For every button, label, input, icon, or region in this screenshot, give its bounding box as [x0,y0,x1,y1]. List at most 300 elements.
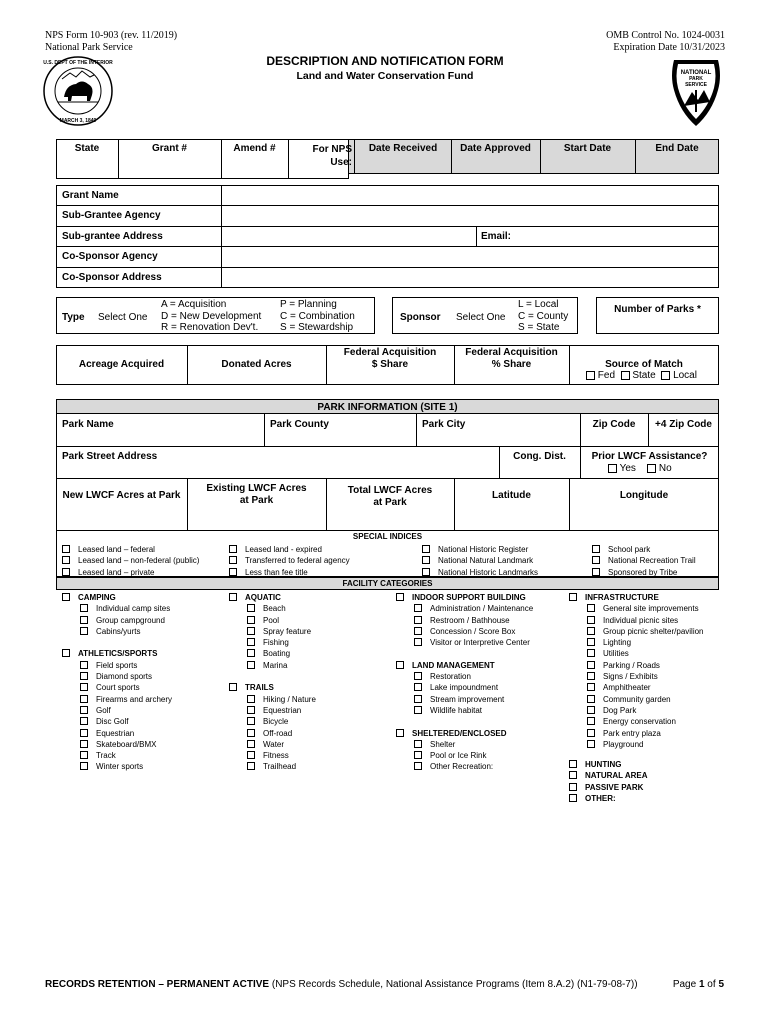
park-county-label: Park County [270,419,329,430]
checkbox[interactable] [229,545,237,553]
checkbox-label: SHELTERED/ENCLOSED [412,728,507,738]
hunting-category [569,759,648,770]
checkbox-label: Visitor or Interpretive Center [430,638,530,648]
state-checkbox[interactable] [621,371,630,380]
checkbox-label: Fitness [263,751,289,761]
source-of-match-label: Source of Match [605,359,683,370]
checkbox-label: Parking / Roads [603,660,660,670]
spacer [229,671,316,682]
infrastructure-item [569,682,704,693]
checkbox-label: Equestrian [263,705,302,715]
subgrantee-agency-label: Sub-Grantee Agency [62,210,161,221]
checkbox-label: Diamond sports [96,672,153,682]
checkbox[interactable] [422,556,430,564]
checkbox[interactable] [587,717,595,725]
indoor-category [396,592,533,603]
checkbox-label: Firearms and archery [96,694,173,704]
checkbox-label: INFRASTRUCTURE [585,593,659,602]
checkbox-label: Amphitheater [603,683,651,693]
acreage-acquired-label: Acreage Acquired [78,359,165,370]
checkbox[interactable] [422,568,430,576]
checkbox-label: Equestrian [96,728,135,738]
new-lwcf-acres-label: New LWCF Acres at Park [62,490,181,501]
infrastructure-item [569,660,704,671]
facility-col4 [569,592,704,750]
svg-text:U.S. DEPT OF THE INTERIOR: U.S. DEPT OF THE INTERIOR [43,60,113,66]
checkbox-label: AQUATIC [245,593,281,602]
trails-category [229,682,316,693]
zip4-label: +4 Zip Code [655,419,712,430]
checkbox[interactable] [414,616,422,624]
page-subtitle: Land and Water Conservation Fund [296,70,474,82]
source-of-match-options: Fed State Local [586,370,697,381]
checkbox-label: Less than fee title [245,567,308,577]
infrastructure-item [569,648,704,659]
form-number-block [45,30,177,54]
checkbox[interactable] [247,604,255,612]
checkbox[interactable] [414,706,422,714]
special-index-item [592,544,696,555]
checkbox-label: Signs / Exhibits [603,672,658,682]
checkbox-label: Cabins/yurts [96,626,141,636]
nps-arrowhead-logo-icon [666,56,726,128]
checkbox-label: Disc Golf [96,717,129,727]
camping-item [62,626,172,637]
checkbox-label: TRAILS [245,683,274,693]
athletics-item [62,739,172,750]
sponsor-select[interactable]: Select One [456,312,506,323]
checkbox[interactable] [247,695,255,703]
passive-park-category [569,782,648,793]
athletics-item [62,694,172,705]
land-item [396,705,533,716]
sheltered-item [396,739,533,750]
checkbox[interactable] [247,649,255,657]
prior-lwcf-label: Prior LWCF Assistance? [591,451,708,462]
checkbox-label: NATURAL AREA [585,771,648,781]
spacer [62,637,172,648]
infrastructure-item [569,705,704,716]
checkbox[interactable] [80,762,88,770]
checkbox[interactable] [62,556,70,564]
checkbox-label: Leased land – private [78,567,155,577]
checkbox-label: Concession / Score Box [430,626,516,636]
email-label: Email: [481,231,512,242]
checkbox-label: Community garden [603,694,671,704]
latitude-label: Latitude [492,490,531,501]
infrastructure-item [569,716,704,727]
athletics-item [62,750,172,761]
checkbox[interactable] [422,545,430,553]
checkbox[interactable] [62,568,70,576]
checkbox-label: Individual picnic sites [603,615,679,625]
checkbox-label: Bicycle [263,717,289,727]
checkbox[interactable] [80,740,88,748]
facility-categories-header: FACILITY CATEGORIES [342,579,433,588]
checkbox[interactable] [587,683,595,691]
checkbox-label: Group campground [96,615,165,625]
form-number: NPS Form 10-903 (rev. 11/2019) [45,30,178,41]
for-nps-use-label: For NPS Use: [312,144,352,168]
checkbox-label: Leased land - expired [245,545,322,554]
infrastructure-item [569,694,704,705]
agency-name: National Park Service [45,42,133,53]
cosponsor-address-label: Co-Sponsor Address [62,272,162,283]
checkbox-label: Lighting [603,638,632,648]
checkbox[interactable] [247,706,255,714]
checkbox[interactable] [569,771,577,779]
infrastructure-category [569,592,704,603]
omb-control: OMB Control No. 1024-0031 [606,30,725,41]
athletics-item [62,716,172,727]
camping-category [62,592,172,603]
checkbox[interactable] [80,661,88,669]
existing-lwcf-acres-label: Existing LWCF Acres at Park [206,483,307,506]
checkbox-label: National Natural Landmark [438,556,534,566]
athletics-item [62,660,172,671]
special-index-item [229,555,350,566]
type-options-1: A = Acquisition D = New Development R = Renovation Dev't. [161,299,262,333]
checkbox[interactable] [569,593,577,601]
checkbox-label: Sponsored by Tribe [608,567,678,577]
athletics-item [62,761,172,772]
checkbox[interactable] [80,717,88,725]
other-category [569,793,648,804]
special-col3 [422,544,538,578]
checkbox[interactable] [592,556,600,564]
checkbox-label: Lake impoundment [430,683,499,693]
aquatic-item [229,603,316,614]
checkbox-label: Other Recreation: [430,762,494,772]
donated-acres-label: Donated Acres [221,359,292,370]
checkbox[interactable] [247,740,255,748]
checkbox-label: Utilities [603,649,629,659]
checkbox-label: Pool [263,615,280,625]
athletics-category [62,648,172,659]
facility-col5 [569,759,648,804]
cosponsor-agency-label: Co-Sponsor Agency [62,251,158,262]
svg-text:SERVICE: SERVICE [685,82,707,88]
checkbox[interactable] [80,616,88,624]
longitude-label: Longitude [619,490,669,501]
checkbox-label: Hiking / Nature [263,694,316,704]
infrastructure-item [569,637,704,648]
checkbox[interactable] [592,545,600,553]
page-number: Page 1 of 5 [672,979,724,990]
checkbox-label: OTHER: [585,793,616,803]
facility-col3 [396,592,533,773]
subgrantee-agency-field[interactable] [222,206,718,225]
checkbox[interactable] [80,627,88,635]
checkbox[interactable] [587,740,595,748]
start-date-label: Start Date [563,143,612,154]
checkbox-label: Track [96,751,116,761]
checkbox[interactable] [569,794,577,802]
fed-checkbox[interactable] [586,371,595,380]
infrastructure-item [569,615,704,626]
special-index-item [422,555,538,566]
checkbox-label: Skateboard/BMX [96,739,157,749]
prior-yes-checkbox[interactable] [608,464,617,473]
checkbox[interactable] [80,695,88,703]
checkbox[interactable] [229,593,237,601]
checkbox-label: Spray feature [263,626,312,636]
checkbox-label: Individual camp sites [96,604,171,614]
checkbox[interactable] [247,762,255,770]
park-info-header: PARK INFORMATION (SITE 1) [317,402,458,413]
checkbox[interactable] [592,568,600,576]
cong-dist-label: Cong. Dist. [513,451,566,462]
type-select[interactable]: Select One [98,312,148,323]
sponsor-label: Sponsor [400,312,441,323]
checkbox-label: National Recreation Trail [608,556,696,566]
checkbox-label: ATHLETICS/SPORTS [78,649,158,659]
total-lwcf-acres-label: Total LWCF Acres at Park [347,485,433,508]
subgrantee-address-field[interactable] [222,227,475,246]
camping-item [62,615,172,626]
trails-item [229,739,316,750]
infrastructure-item [569,626,704,637]
facility-col2 [229,592,316,773]
checkbox-label: Administration / Maintenance [430,604,534,614]
checkbox-label: School park [608,545,651,554]
prior-no-checkbox[interactable] [647,464,656,473]
checkbox[interactable] [414,740,422,748]
checkbox-label: National Historic Register [438,545,529,554]
checkbox-label: Wildlife habitat [430,705,483,715]
checkbox[interactable] [414,683,422,691]
trails-item [229,728,316,739]
svg-text:MARCH 3, 1849: MARCH 3, 1849 [59,118,97,124]
date-approved-label: Date Approved [460,143,531,154]
checkbox[interactable] [396,661,404,669]
checkbox[interactable] [414,627,422,635]
omb-block [606,30,725,54]
special-col2 [229,544,350,578]
aquatic-item [229,648,316,659]
checkbox[interactable] [62,545,70,553]
checkbox[interactable] [247,616,255,624]
checkbox-label: Leased land – non-federal (public) [78,556,200,566]
checkbox-label: Park entry plaza [603,728,661,738]
aquatic-category [229,592,316,603]
prior-lwcf-options: Yes No [608,463,672,474]
checkbox[interactable] [229,683,237,691]
checkbox-label: Water [263,739,285,749]
sheltered-item [396,750,533,761]
checkbox[interactable] [80,604,88,612]
special-index-item [62,544,199,555]
checkbox-label: Off-road [263,728,293,738]
checkbox-label: Field sports [96,660,138,670]
infrastructure-item [569,671,704,682]
checkbox-label: Trailhead [263,762,297,772]
checkbox-label: Pool or Ice Rink [430,751,487,761]
checkbox-label: Playground [603,739,644,749]
checkbox[interactable] [569,760,577,768]
park-name-label: Park Name [62,419,114,430]
indoor-item [396,626,533,637]
camping-item [62,603,172,614]
checkbox[interactable] [80,706,88,714]
checkbox-label: Golf [96,705,111,715]
cosponsor-agency-field[interactable] [222,247,718,266]
checkbox[interactable] [587,729,595,737]
land-item [396,671,533,682]
checkbox-label: National Historic Landmarks [438,567,539,577]
land-item [396,682,533,693]
checkbox-label: Transferred to federal agency [245,556,350,566]
checkbox[interactable] [62,649,70,657]
checkbox[interactable] [247,661,255,669]
checkbox-label: Energy conservation [603,717,676,727]
sponsor-options: L = Local C = County S = State [518,299,569,333]
sheltered-category [396,728,533,739]
end-date-label: End Date [655,143,699,154]
checkbox[interactable] [247,717,255,725]
checkbox-label: General site improvements [603,604,699,614]
checkbox-label: Group picnic shelter/pavilion [603,626,704,636]
email-field[interactable] [520,227,718,246]
infrastructure-item [569,739,704,750]
checkbox-label: Dog Park [603,705,637,715]
checkbox[interactable] [414,751,422,759]
checkbox[interactable] [247,627,255,635]
state-label: State [74,143,100,154]
checkbox-label: CAMPING [78,593,116,602]
checkbox-label: Stream improvement [430,694,505,704]
checkbox-label: Winter sports [96,762,144,772]
svg-text:PARK: PARK [689,76,703,82]
federal-dollar-share-label: Federal Acquisition $ Share [343,347,437,370]
checkbox[interactable] [587,604,595,612]
checkbox[interactable] [62,593,70,601]
infrastructure-item [569,728,704,739]
checkbox[interactable] [569,783,577,791]
checkbox[interactable] [80,683,88,691]
athletics-item [62,728,172,739]
grant-name-field[interactable] [222,186,718,205]
special-index-item [229,544,350,555]
checkbox[interactable] [80,729,88,737]
checkbox-label: LAND MANAGEMENT [412,660,495,670]
trails-item [229,761,316,772]
checkbox-label: Restoration [430,672,471,682]
checkbox[interactable] [414,672,422,680]
land-category [396,660,533,671]
amend-label: Amend # [233,143,276,154]
checkbox-label: Court sports [96,683,140,693]
special-col1 [62,544,199,578]
trails-item [229,694,316,705]
checkbox-label: Boating [263,649,291,659]
special-index-item [592,555,696,566]
natural-area-category [569,770,648,781]
checkbox[interactable] [229,568,237,576]
athletics-item [62,682,172,693]
checkbox-label: HUNTING [585,760,622,769]
checkbox[interactable] [587,638,595,646]
trails-item [229,716,316,727]
special-col4 [592,544,696,578]
number-of-parks-box[interactable] [596,297,719,334]
svg-text:NATIONAL: NATIONAL [680,70,712,76]
checkbox[interactable] [414,638,422,646]
spacer [396,716,533,727]
expiration-date: Expiration Date 10/31/2023 [613,42,725,53]
indoor-item [396,637,533,648]
federal-percent-share-label: Federal Acquisition % Share [465,347,558,370]
athletics-item [62,671,172,682]
checkbox-label: Shelter [430,739,456,749]
checkbox[interactable] [247,729,255,737]
checkbox[interactable] [587,672,595,680]
checkbox[interactable] [587,706,595,714]
park-city-label: Park City [422,419,466,430]
checkbox[interactable] [396,729,404,737]
checkbox-label: Fishing [263,638,289,648]
checkbox[interactable] [414,762,422,770]
spacer [396,648,533,659]
aquatic-item [229,626,316,637]
trails-item [229,705,316,716]
grant-name-label: Grant Name [62,190,119,201]
cosponsor-address-field[interactable] [222,268,718,287]
checkbox-label: Beach [263,604,286,614]
facility-col1 [62,592,172,773]
checkbox-label: Leased land – federal [78,545,155,554]
local-checkbox[interactable] [661,371,670,380]
date-received-label: Date Received [368,143,438,154]
checkbox[interactable] [247,751,255,759]
checkbox[interactable] [587,627,595,635]
special-indices-header: SPECIAL INDICES [352,532,423,541]
checkbox-label: Marina [263,660,288,670]
grant-number-label: Grant # [151,143,187,154]
checkbox[interactable] [587,616,595,624]
special-index-item [422,544,538,555]
aquatic-item [229,637,316,648]
checkbox[interactable] [587,661,595,669]
park-street-label: Park Street Address [62,451,158,462]
checkbox-label: PASSIVE PARK [585,782,644,792]
number-of-parks-label: Number of Parks * [614,304,701,315]
sheltered-item [396,761,533,772]
aquatic-item [229,660,316,671]
checkbox[interactable] [587,649,595,657]
aquatic-item [229,615,316,626]
land-item [396,694,533,705]
checkbox[interactable] [414,604,422,612]
page-title: DESCRIPTION AND NOTIFICATION FORM [266,54,504,68]
infrastructure-item [569,603,704,614]
checkbox[interactable] [247,638,255,646]
checkbox-label: Restroom / Bathhouse [430,615,510,625]
checkbox-label: INDOOR SUPPORT BUILDING [412,593,526,602]
checkbox[interactable] [80,672,88,680]
checkbox[interactable] [229,556,237,564]
zip-code-label: Zip Code [592,419,636,430]
trails-item [229,750,316,761]
checkbox[interactable] [396,593,404,601]
checkbox[interactable] [587,695,595,703]
type-options-2: P = Planning C = Combination S = Stewardship [280,299,355,333]
subgrantee-address-label: Sub-grantee Address [62,231,163,242]
doi-seal-icon [42,55,114,127]
athletics-item [62,705,172,716]
checkbox[interactable] [80,751,88,759]
checkbox[interactable] [414,695,422,703]
